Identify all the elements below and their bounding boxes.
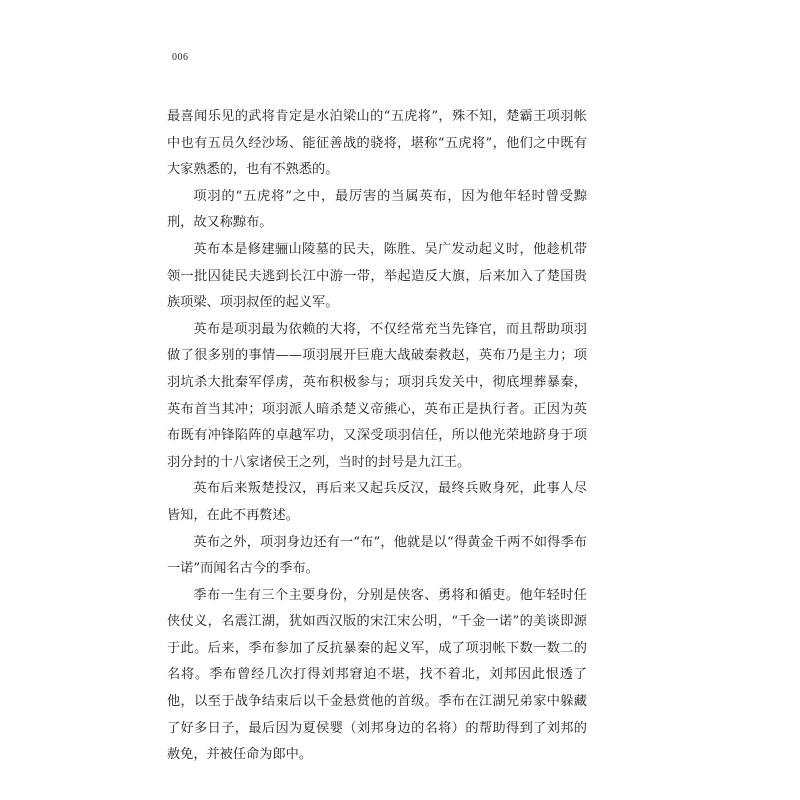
- paragraph: 英布本是修建骊山陵墓的民夫，陈胜、吴广发动起义时，他趁机带领一批囚徒民夫逃到长江中游一带，举起造反大旗，后来加入了楚国贵族项梁、项羽叔侄的起义军。: [167, 241, 587, 311]
- page-number: 006: [172, 52, 189, 63]
- paragraph: 英布是项羽最为依赖的大将，不仅经常充当先锋官，而且帮助项羽做了很多别的事情——项羽展开巨鹿大战破秦救赵，英布乃是主力；项羽坑杀大批秦军俘虏，英布积极参与；项羽兵发关中，彻底埋葬暴秦，英布首当其冲；项羽派人暗杀楚义帝熊心，英布正是执行者。正因为英布既有冲锋陷阵的卓越军功，又深受项羽信任，所以他光荣地跻身于项羽分封的十八家诸侯王之列，当时的封号是九江王。: [167, 321, 587, 470]
- body-text: [167, 104, 587, 769]
- paragraph: 英布之外，项羽身边还有一“布”，他就是以“得黄金千两不如得季布一诺”而闻名古今的季布。: [167, 534, 587, 577]
- paragraph: 项羽的“五虎将”之中，最厉害的当属英布，因为他年轻时曾受黥刑，故又称黥布。: [167, 188, 587, 231]
- paragraph: 季布一生有三个主要身份，分别是侠客、勇将和循吏。他年轻时任侠仗义，名震江湖，犹如西汉版的宋江宋公明，“千金一诺”的美谈即源于此。后来，季布参加了反抗暴秦的起义军，成了项羽帐下数一数二的名将。季布曾经几次打得刘邦窘迫不堪，找不着北，刘邦因此恨透了他，以至于战争结束后以千金悬赏他的首级。季布在江湖兄弟家中躲藏了好多日子，最后因为夏侯婴（刘邦身边的名将）的帮助得到了刘邦的赦免，并被任命为郎中。: [167, 587, 587, 763]
- paragraph: 最喜闻乐见的武将肯定是水泊梁山的“五虎将”，殊不知，楚霸王项羽帐中也有五员久经沙场、能征善战的骁将，堪称“五虎将”，他们之中既有大家熟悉的，也有不熟悉的。: [167, 109, 587, 178]
- paragraph: 英布后来叛楚投汉，再后来又起兵反汉，最终兵败身死，此事人尽皆知，在此不再赘述。: [167, 481, 587, 523]
